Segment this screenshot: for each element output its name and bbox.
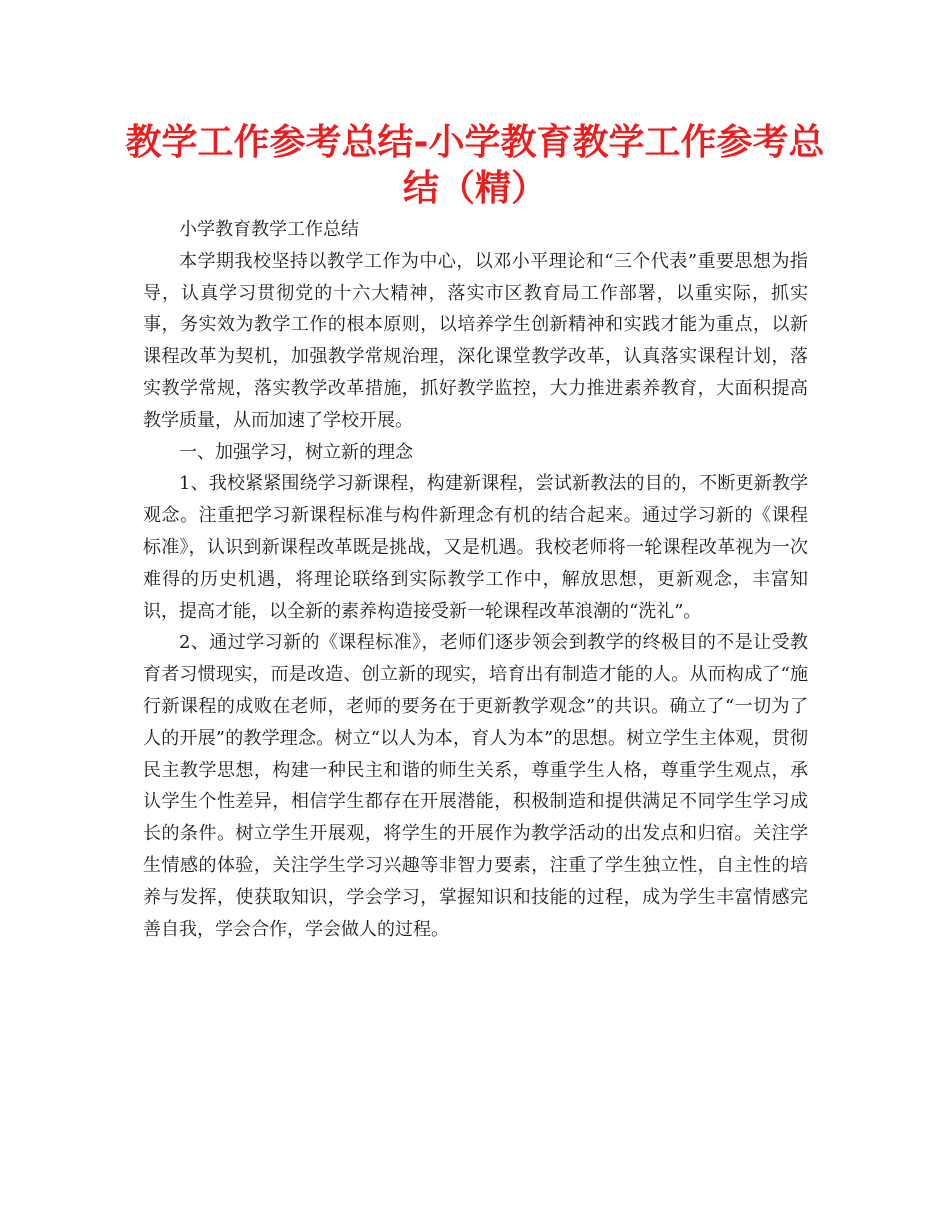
body-paragraph: 本学期我校坚持以教学工作为中心，以邓小平理论和“三个代表”重要思想为指导，认真学习贯彻党的十六大精神，落实市区教育局工作部署，以重实际，抓实事，务实效为教学工作的根本原则，以培养学生创新精神和实践才能为重点，以新课程改革为契机，加强教学常规治理，深化课堂教学改革，认真落实课程计划，落实教学常规，落实教学改革措施，抓好教学监控，大力推进素养教育，大面积提高教学质量，从而加速了学校开展。 <box>143 250 808 431</box>
document-title: 教学工作参考总结-小学教育教学工作参考总结（精） <box>125 122 825 209</box>
document-body <box>143 214 808 945</box>
body-paragraph: 小学教育教学工作总结 <box>179 219 359 240</box>
body-paragraph: 2、通过学习新的《课程标准》，老师们逐步领会到教学的终极目的不是让受教育者习惯现实，而是改造、创立新的现实，培育出有制造才能的人。从而构成了“施行新课程的成败在老师，老师的要务在于更新教学观念”的共识。确立了“一切为了人的开展”的教学理念。树立“以人为本，育人为本”的思想。树立学生主体观，贯彻民主教学思想，构建一种民主和谐的师生关系，尊重学生人格，尊重学生观点，承认学生个性差异，相信学生都存在开展潜能，积极制造和提供满足不同学生学习成长的条件。树立学生开展观，将学生的开展作为教学活动的出发点和归宿。关注学生情感的体验，关注学生学习兴趣等非智力要素，注重了学生独立性，自主性的培养与发挥，使获取知识，学会学习，掌握知识和技能的过程，成为学生丰富情感完善自我，学会合作，学会做人的过程。 <box>143 632 808 940</box>
body-paragraph: 1、我校紧紧围绕学习新课程，构建新课程，尝试新教法的目的，不断更新教学观念。注重把学习新课程标准与构件新理念有机的结合起来。通过学习新的《课程标准》，认识到新课程改革既是挑战，又是机遇。我校老师将一轮课程改革视为一次难得的历史机遇，将理论联络到实际教学工作中，解放思想，更新观念，丰富知识，提高才能，以全新的素养构造接受新一轮课程改革浪潮的“洗礼”。 <box>143 473 808 622</box>
section-heading: 一、加强学习，树立新的理念 <box>179 441 413 463</box>
